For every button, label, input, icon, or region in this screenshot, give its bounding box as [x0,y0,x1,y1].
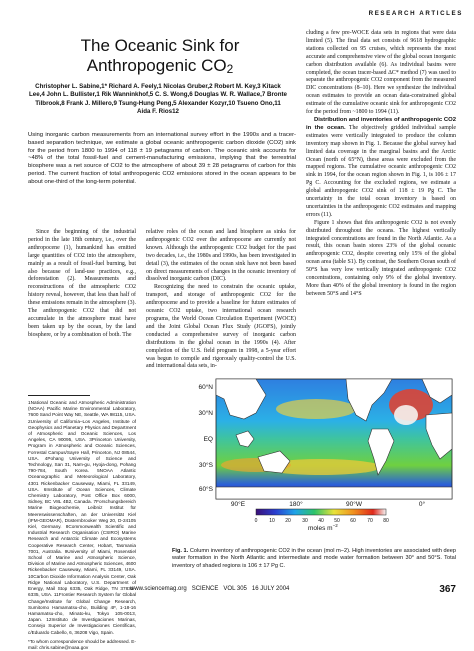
latitude-labels [198,383,213,493]
figure-1-map [196,375,456,531]
colorbar-tick: 40 [318,518,324,524]
body-paragraph: relative roles of the ocean and land biosphere as sinks for anthropogenic CO2 over the anthropocene are currently not known. Although the anthropogenic CO2 budget for the past two decades, i.e., the 1980s and 1990s, has been investigated in detail (3), the estimates of the ocean sink have not been based on direct measurements of changes in the oceanic inventory of dissolved inorganic carbon (DIC). [146,229,296,283]
caption-label: Fig. 1. [172,548,189,554]
colorbar-tick: 50 [334,518,340,524]
inventory-map-svg [196,375,456,531]
colorbar-tick: 20 [285,518,291,524]
north-atlantic-max [394,405,418,425]
affiliations [28,400,136,651]
lat-label: EQ [203,436,213,443]
lat-label: 60°S [198,486,213,493]
title-line-2 [60,56,260,79]
body-paragraph: cluding a few pre-WOCE data sets in regions that were data limited (5). The final data set consists of 9618 hydrographic stations collected on 95 cruises, which represents the most accurate and comprehensive view of the global ocean inorganic carbon distribution available (6). As individual basins were completed, the ocean tracer-based ΔC* method (7) was used to separate the anthropogenic CO2 component from the measured DIC concentrations (8–10). Here we synthesize the individual ocean estimates to provide an ocean data-constrained global estimate of the cumulative oceanic sink for anthropogenic CO2 for the period from ~1800 to 1994 (11). [306,30,456,116]
body-paragraph: Recognizing the need to constrain the oceanic uptake, transport, and storage of anthropogenic CO2 for the anthropocene and to provide a baseline for future estimates of oceanic CO2 uptake, two international ocean research programs, the World Ocean Circulation Experiment (WOCE) and the Joint Global Ocean Flux Study (JGOFS), jointly conducted a comprehensive survey of inorganic carbon distributions in the global ocean in the 1990s (4). After completion of the U.S. field program in 1998, a 5-year effort was begun to compile and rigorously quality-control the U.S. and international data sets, in- [146,284,296,370]
lon-label: 90°W [346,501,362,508]
colorbar-tick: 0 [254,518,258,524]
lon-label: 180° [289,501,303,508]
colorbar-tick: 30 [302,518,308,524]
article-title [60,36,260,79]
colorbar-tick: 70 [367,518,373,524]
footnote-rule [28,395,90,396]
lat-label: 60°N [198,384,213,391]
figure-caption [172,548,456,570]
footer-journal: SCIENCE [191,586,219,592]
title-line-1: The Oceanic Sink for [80,36,240,55]
body-paragraph-text: The objectively gridded individual sample estimates were vertically integrated to produce the column inventory map shown in Fig. 1. Because the global survey had limited data coverage in the marginal basins and the Arctic Ocean (north of 65°N), these areas were excluded from the mapped regions. The cumulative oceanic anthropogenic CO2 sink in 1994, for the ocean region shown in Fig. 1, is 106 ± 17 Pg C. Accounting for the excluded regions, we estimate a global anthropogenic CO2 sink of 118 ± 19 Pg C. The uncertainty in the total ocean inventory is based on uncertainties in the anthropogenic CO2 estimates and mapping errors (11). [306,124,456,218]
title-line-2-text: Anthropogenic CO [86,56,227,75]
page-footer [130,584,456,595]
caption-text: Column inventory of anthropogenic CO2 in the ocean (mol m−2). High inventories are associated with deep water formation in the North Atlantic and intermediate and mode water formation between 30° and 50°S. Total inventory of shaded regions is 106 ± 17 Pg C. [172,548,456,569]
body-column-3 [306,30,456,299]
lon-label: 0° [418,501,426,508]
body-paragraph-with-heading [306,117,456,220]
section-heading: Distribution and inventories of anthropogenic CO2 in the ocean. [306,116,456,131]
title-subscript: 2 [226,62,234,76]
section-label: RESEARCH ARTICLES [368,10,463,17]
colorbar-tick: 60 [350,518,356,524]
footer-url: www.sciencemag.org [130,586,187,592]
colorbar-tick: 10 [269,518,275,524]
abstract: Using inorganic carbon measurements from an international survey effort in the 1990s and a tracer-based separation technique, we estimate a global oceanic anthropogenic carbon dioxide (CO2) sink for the period from 1800 to 1994 of 118 ± 19 petagrams of carbon. The oceanic sink accounts for ~48% of the total fossil-fuel and cement-manufacturing emissions, implying that the terrestrial biosphere was a net source of CO2 to the atmosphere of about 39 ± 28 petagrams of carbon for this period. The current fraction of total anthropogenic CO2 emissions stored in the ocean appears to be about one-third of the long-term potential. [28,132,296,185]
body-paragraph: Since the beginning of the industrial period in the late 18th century, i.e., over the anthropocene (1), humankind has emitted large quantities of CO2 into the atmosphere, mainly as a result of fossil-fuel burning, but also because of land-use practices, e.g., deforestation (2). Measurements and reconstructions of the atmospheric CO2 history reveal, however, that less than half of these emissions remain in the atmosphere (3). The anthropogenic CO2 that did not accumulate in the atmosphere must have been taken up by the ocean, by the land biosphere, or by a combination of both. The [28,229,136,338]
lon-label: 90°E [230,501,246,508]
body-paragraph: Figure 1 shows that this anthropogenic CO2 is not evenly distributed throughout the oceans. The highest vertically integrated concentrations are found in the North Atlantic. As a result, this ocean basin stores 23% of the global oceanic anthropogenic CO2, despite covering only 15% of the global ocean area (table S1). By contrast, the Southern Ocean south of 50°S has very low vertically integrated anthropogenic CO2 concentrations, containing only 9% of the global inventory. More than 40% of the global inventory is found in the region between 50°S and 14°S [306,219,456,297]
colorbar-unit: moles $m^{-2}$ [308,523,338,531]
colorbar-tick: 80 [383,518,389,524]
colorbar [256,509,386,515]
colorbar-ticks [255,518,389,524]
correspondence-note: *To whom correspondence should be addressed. E-mail: chris.sabine@noaa.gov [28,638,136,650]
lat-label: 30°N [198,410,213,417]
continent-antarctica [216,487,452,499]
author-list: Christopher L. Sabine,1* Richard A. Feely,1 Nicolas Gruber,2 Robert M. Key,3 Kitack Lee,4 John L. Bullister,1 Rik Wanninkhof,5 C. S. Wong,6 Douglas W. R. Wallace,7 Bronte Tilbrook,8 Frank J. Millero,9 Tsung-Hung Peng,5 Alexander Kozyr,10 Tsueno Ono,11 Aida F. Rios12 [29,83,287,115]
body-column-1 [28,229,136,340]
footer-date: 16 JULY 2004 [251,586,290,592]
page-number: 367 [439,584,456,595]
north-pacific-band [276,399,356,419]
body-column-2 [146,229,296,371]
footer-volume: VOL 305 [223,586,247,592]
lat-label: 30°S [198,462,213,469]
affiliation-text: 1National Oceanic and Atmospheric Administration (NOAA) Pacific Marine Environmental Laboratory, 7600 Sand Point Way NE, Seattle, WA 98115, USA. 2University of California–Los Angeles, Institute of Geophysics and Planetary Physics and Department of Atmospheric and Oceanic Sciences, Los Angeles, CA 90095, USA. 3Princeton University, Program in Atmospheric and Oceanic Sciences, Forrestal Campus/Sayre Hall, Princeton, NJ 08544, USA. 4Pohang University of Science and Technology, San 31, Nam-gu, Hyoja-dong, Pohang 790-784, South Korea. 5NOAA Atlantic Oceanographic and Meteorological Laboratory, 4301 Rickenbacker Causeway, Miami, FL 33149, USA. 6Institute of Ocean Sciences, Climate Chemistry Laboratory, Post Office Box 6000, Sidney, BC V8L 4B2, Canada. 7Forschungsbereich Marine Biogeochemie, Leibniz Institut für Meereswissenschaften, an der Universität Kiel (IFM-GEOMAR), Düsternbrooker Weg 20, D-24105 Kiel, Germany. 8Commonwealth Scientific and Industrial Research Organisation (CSIRO) Marine Research and Antarctic Climate and Ecosystems Cooperative Research Center, Hobart, Tasmania 7001, Australia. 9University of Miami, Rosenstiel School of Marine and Atmospheric Science, Division of Marine and Atmospheric Sciences, 4600 Rickenbacker Causeway, Miami, FL 33149, USA. 10Carbon Dioxide Information Analysis Center, Oak Ridge National Laboratory, U.S. Department of Energy, Mail Stop 6335, Oak Ridge, TN 37831–6335, USA. 11Frontier Research System for Global Change/Institute for Global Change Research, Sumitomo Hamamatsu-cho, Building 4F, 1-18-16 Hamamatsu-cho, Minato-ku, Tokyo 105-0013, Japan. 12Instituto de Investigaciones Marinas, Consejo Superior de Investigaciones Científicas, c/Eduardo Cabello, 6, 36208 Vigo, Spain. [28,400,136,635]
longitude-labels [231,500,426,508]
